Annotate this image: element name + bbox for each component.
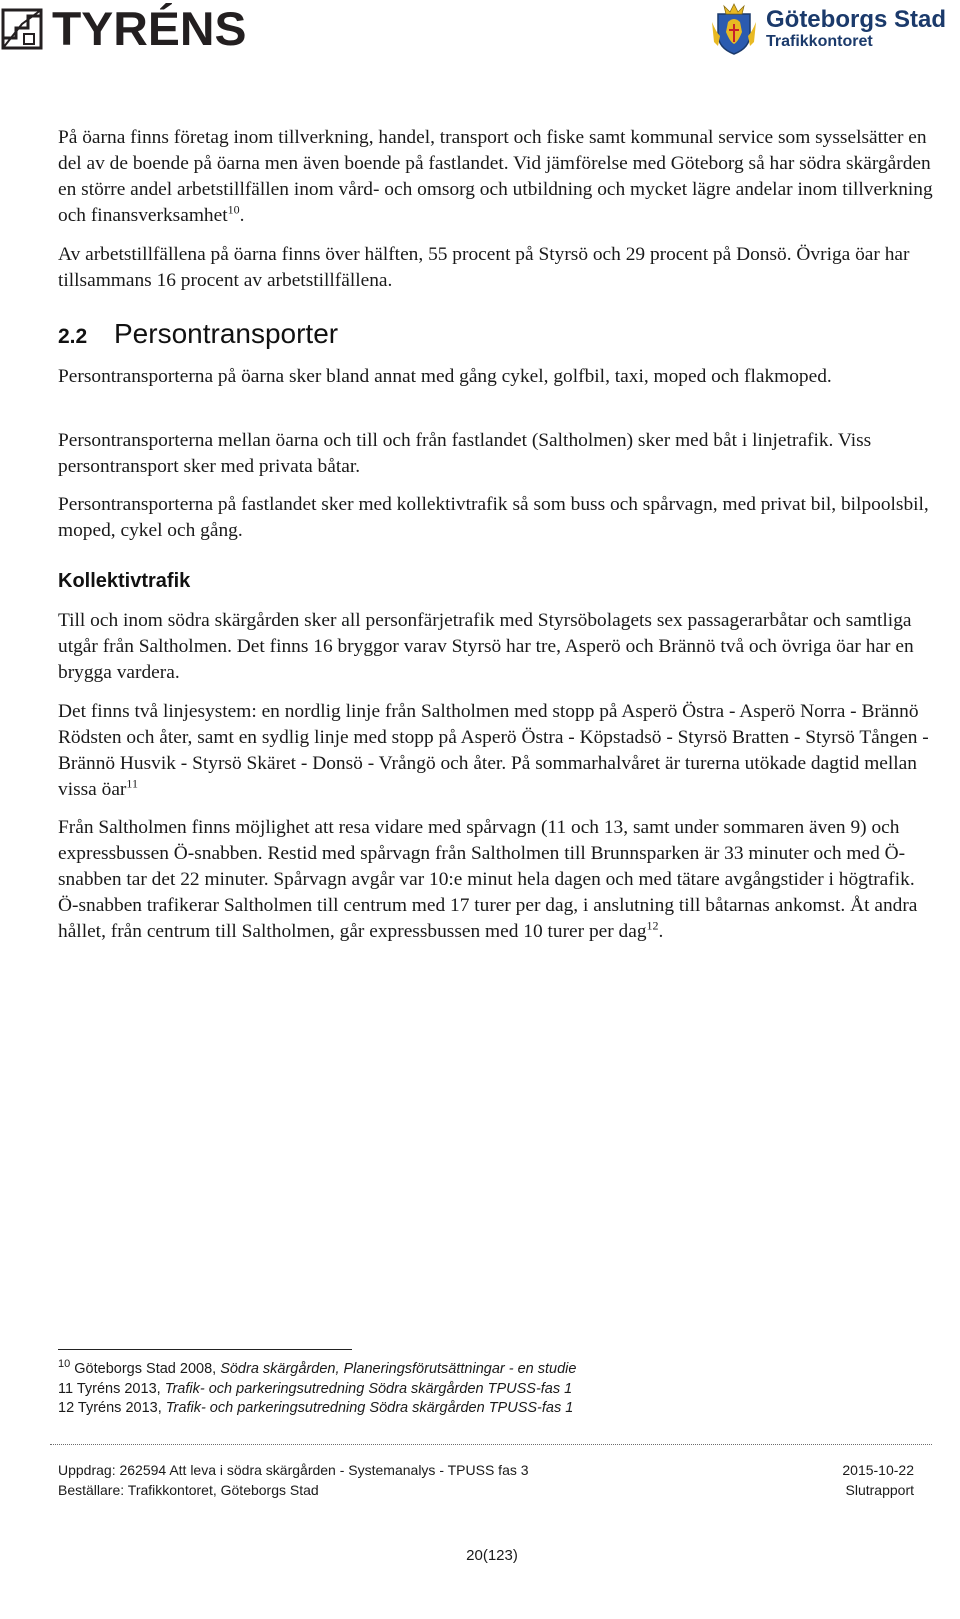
paragraph-text: Det finns två linjesystem: en nordlig linje från Saltholmen med stopp på Asperö Östra - Asperö Norra - Brännö Rödsten och åter, samt en sydlig linje med stopp på Asperö Östra - Köpstadsö - Styrsö Bratten - Styrsö Tången - Brännö Husvik - Styrsö Skäret - Donsö - Vrångö och åter. På sommarhalvåret är turerna utökade dagtid mellan vissa öar (58, 701, 929, 800)
paragraph-text: Till och inom södra skärgården sker all personfärjetrafik med Styrsöbolagets sex passagerarbåtar och samtliga utgår från Saltholmen. Det finns 16 bryggor varav Styrsö har tre, Asperö och Brännö två och övriga öar har en brygga vardera. (58, 610, 914, 683)
section-heading (58, 316, 338, 355)
paragraph-end: . (239, 205, 245, 226)
footnotes (58, 1360, 576, 1419)
tyrens-wordmark: TYRÉNS (52, 1, 247, 55)
footnote-title: Trafik- och parkeringsutredning Södra skärgården TPUSS-fas 1 (164, 1380, 573, 1397)
footer-row-1 (58, 1461, 914, 1479)
paragraph-island-transport (58, 364, 938, 390)
footnote-ref: 11 (126, 776, 138, 791)
goteborg-title: Göteborgs Stad (765, 6, 946, 33)
footnote-ref: 10 (227, 202, 240, 217)
paragraph-text: Persontransporterna på öarna sker bland annat med gång cykel, golfbil, taxi, moped och flakmoped. (58, 366, 832, 387)
section-number: 2.2 (58, 325, 88, 348)
footer-date: 2015-10-22 (842, 1462, 914, 1478)
goteborg-coat-of-arms-icon (710, 2, 758, 56)
paragraph-saltholmen (58, 815, 938, 945)
footnote-title: Trafik- och parkeringsutredning Södra skärgården TPUSS-fas 1 (165, 1400, 574, 1416)
footnote-number: 10 (58, 1358, 71, 1371)
footer-divider (50, 1444, 932, 1445)
footnote-10 (58, 1360, 576, 1380)
tyrens-logo-icon (0, 4, 46, 52)
paragraph-ferry (58, 608, 938, 686)
footer-row-2 (58, 1481, 914, 1499)
paragraph-boat-transport (58, 428, 938, 480)
footnote-number: 11 (58, 1380, 74, 1397)
subheading-kollektivtrafik: Kollektivtrafik (58, 570, 191, 592)
footer-client: Beställare: Trafikkontoret, Göteborgs Stad (58, 1482, 319, 1498)
footnote-title: Södra skärgården, Planeringsförutsättningar - en studie (220, 1361, 577, 1377)
paragraph-mainland-transport (58, 492, 938, 544)
paragraph-text: Av arbetstillfällena på öarna finns över hälften, 55 procent på Styrsö och 29 procent på Donsö. Övriga öar har tillsammans 16 procent av arbetstillfällena. (58, 244, 910, 291)
goteborg-logo (710, 0, 946, 58)
footnote-source: Göteborgs Stad 2008, (74, 1361, 221, 1377)
footer-assignment: Uppdrag: 262594 Att leva i södra skärgården - Systemanalys - TPUSS fas 3 (58, 1462, 529, 1478)
goteborg-subtitle: Trafikkontoret (765, 33, 873, 50)
footnote-number: 12 (58, 1400, 75, 1416)
footnote-ref: 12 (646, 918, 659, 933)
paragraph-text: På öarna finns företag inom tillverkning, handel, transport och fiske samt kommunal service som sysselsätter en del av de boende på öarna men även boende på fastlandet. Vid jämförelse med Göteborg så har södra skärgården en större andel arbetstillfällen inom vård- och omsorg och utbildning och mycket lägre andelar inom tillverkning och finansverksamhet (58, 127, 933, 226)
paragraph-workplaces (58, 242, 938, 294)
footnote-12 (58, 1399, 576, 1419)
footnote-divider (58, 1349, 352, 1350)
footer-doc-type: Slutrapport (845, 1482, 914, 1498)
section-title: Persontransporter (114, 318, 339, 349)
footnote-source: Tyréns 2013, (73, 1380, 165, 1397)
page-number (0, 1547, 960, 1564)
paragraph-employment (58, 125, 938, 229)
paragraph-line-systems (58, 699, 938, 803)
paragraph-text: Persontransporterna mellan öarna och till och från fastlandet (Saltholmen) sker med båt i linjetrafik. Viss persontransport sker med privata båtar. (58, 430, 872, 477)
paragraph-text: Persontransporterna på fastlandet sker med kollektivtrafik så som buss och spårvagn, med privat bil, bilpoolsbil, moped, cykel och gång. (58, 494, 929, 541)
paragraph-end: . (658, 921, 664, 942)
footnote-source: Tyréns 2013, (74, 1400, 166, 1416)
footnote-11 (58, 1380, 576, 1400)
tyrens-logo (0, 0, 247, 56)
page-number-text: 20(123) (466, 1547, 518, 1564)
paragraph-text: Från Saltholmen finns möjlighet att resa vidare med spårvagn (11 och 13, samt under sommaren även 9) och expressbussen Ö-snabben. Restid med spårvagn från Saltholmen till Brunnsparken är 33 minuter och med Ö-snabben tar det 22 minuter. Spårvagn avgår var 10:e minut hela dagen och med tätare avgångstider i högtrafik. Ö-snabben trafikerar Saltholmen till centrum med 17 turer per dag, i anslutning till båtarnas ankomst. Åt andra hållet, från centrum till Saltholmen, går expressbussen med 10 turer per dag (58, 817, 918, 942)
